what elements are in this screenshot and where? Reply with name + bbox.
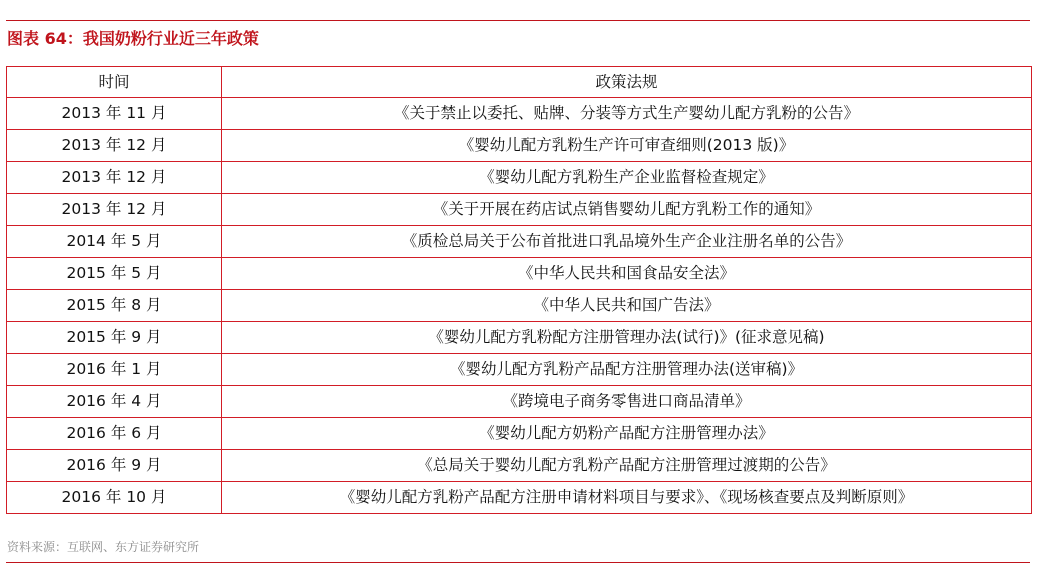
policy-cell: 《关于开展在药店试点销售婴幼儿配方乳粉工作的通知》 <box>222 194 1032 226</box>
time-cell: 2014 年 5 月 <box>7 226 222 258</box>
table-row <box>7 162 1032 194</box>
time-cell: 2013 年 11 月 <box>7 98 222 130</box>
table-row <box>7 354 1032 386</box>
time-cell: 2013 年 12 月 <box>7 130 222 162</box>
column-header-policy: 政策法规 <box>222 67 1032 98</box>
column-header-time: 时间 <box>7 67 222 98</box>
top-divider <box>6 20 1030 21</box>
table-row <box>7 482 1032 514</box>
time-cell: 2016 年 10 月 <box>7 482 222 514</box>
policy-cell: 《婴幼儿配方乳粉生产企业监督检查规定》 <box>222 162 1032 194</box>
policy-cell: 《中华人民共和国广告法》 <box>222 290 1032 322</box>
table-row <box>7 322 1032 354</box>
table-row <box>7 130 1032 162</box>
table-row <box>7 450 1032 482</box>
policy-cell: 《婴幼儿配方乳粉产品配方注册申请材料项目与要求》、《现场核查要点及判断原则》 <box>222 482 1032 514</box>
bottom-divider <box>6 562 1030 563</box>
policy-cell: 《婴幼儿配方乳粉产品配方注册管理办法(送审稿)》 <box>222 354 1032 386</box>
time-cell: 2013 年 12 月 <box>7 194 222 226</box>
policy-table <box>6 66 1032 514</box>
policy-cell: 《总局关于婴幼儿配方乳粉产品配方注册管理过渡期的公告》 <box>222 450 1032 482</box>
time-cell: 2016 年 4 月 <box>7 386 222 418</box>
table-row <box>7 226 1032 258</box>
time-cell: 2015 年 9 月 <box>7 322 222 354</box>
time-cell: 2016 年 9 月 <box>7 450 222 482</box>
table-row <box>7 258 1032 290</box>
time-cell: 2013 年 12 月 <box>7 162 222 194</box>
time-cell: 2015 年 5 月 <box>7 258 222 290</box>
policy-cell: 《质检总局关于公布首批进口乳品境外生产企业注册名单的公告》 <box>222 226 1032 258</box>
policy-cell: 《婴幼儿配方乳粉生产许可审查细则(2013 版)》 <box>222 130 1032 162</box>
time-cell: 2015 年 8 月 <box>7 290 222 322</box>
table-row <box>7 194 1032 226</box>
policy-cell: 《中华人民共和国食品安全法》 <box>222 258 1032 290</box>
table-row <box>7 386 1032 418</box>
policy-cell: 《跨境电子商务零售进口商品清单》 <box>222 386 1032 418</box>
table-row <box>7 98 1032 130</box>
policy-cell: 《婴幼儿配方奶粉产品配方注册管理办法》 <box>222 418 1032 450</box>
time-cell: 2016 年 1 月 <box>7 354 222 386</box>
table-header-row <box>7 67 1032 98</box>
policy-cell: 《婴幼儿配方乳粉配方注册管理办法(试行)》(征求意见稿) <box>222 322 1032 354</box>
table-row <box>7 418 1032 450</box>
source-note: 资料来源：互联网、东方证券研究所 <box>7 540 200 554</box>
time-cell: 2016 年 6 月 <box>7 418 222 450</box>
table-row <box>7 290 1032 322</box>
figure-title: 图表 64：我国奶粉行业近三年政策 <box>7 29 259 48</box>
policy-cell: 《关于禁止以委托、贴牌、分装等方式生产婴幼儿配方乳粉的公告》 <box>222 98 1032 130</box>
